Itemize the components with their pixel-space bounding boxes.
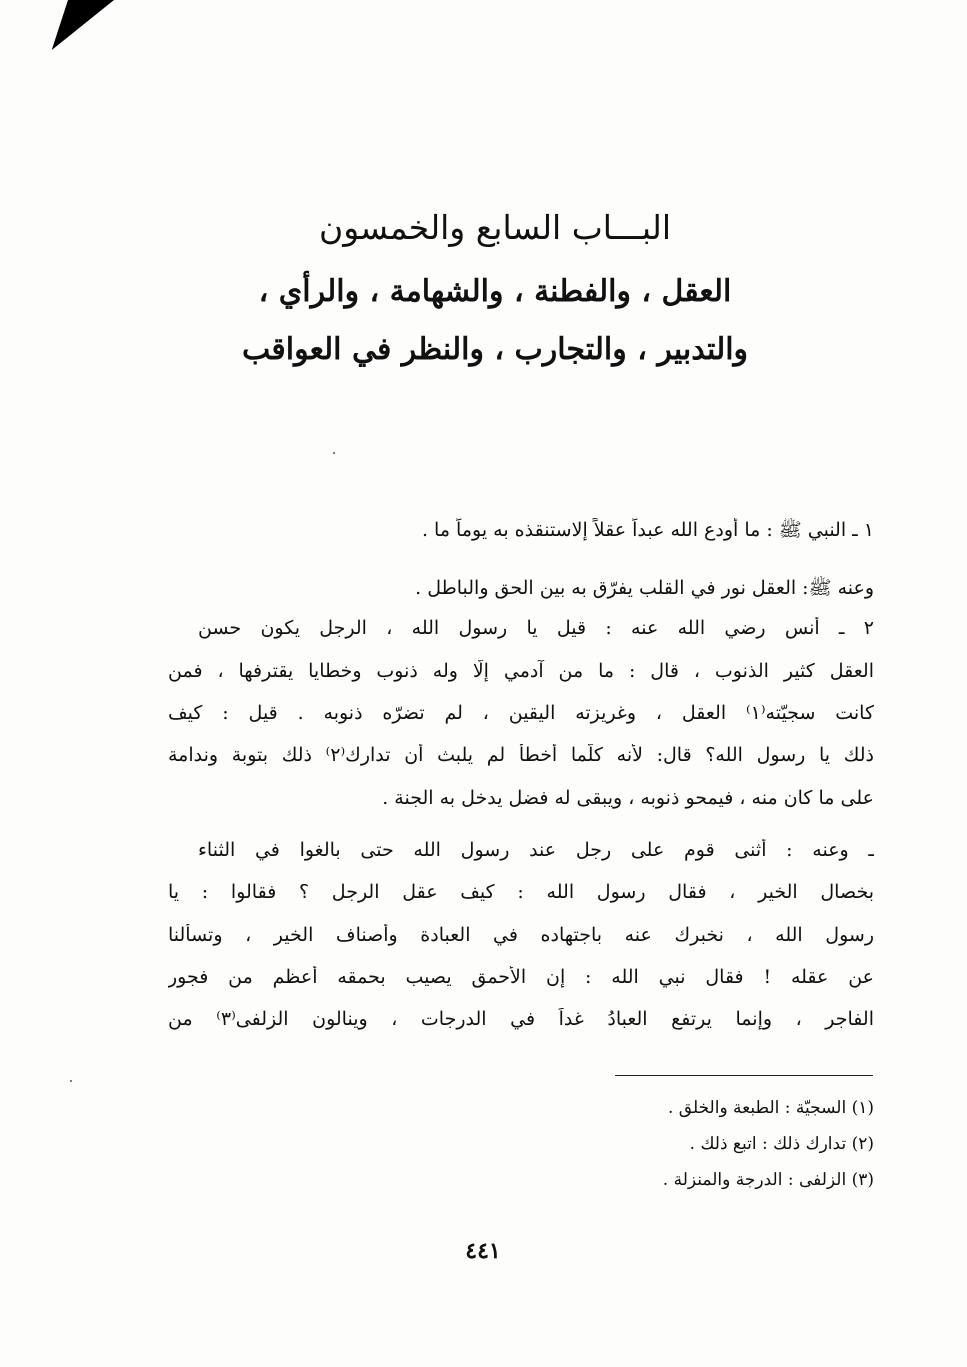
print-speck (333, 452, 335, 454)
body-line: ذلك يا رسول الله؟ قال: لأنه كلّما أخطأ لم يلبث أن تدارك⁽٢⁾ ذلك بتوبة وندامة (168, 744, 874, 766)
body-line: العقل كثير الذنوب ، قال : ما من آدمي إلّا وله ذنوب وخطايا يقترفها ، فمن (168, 660, 874, 682)
body-line: بخصال الخير ، فقال رسول الله : كيف عقل الرجل ؟ فقالوا : يا (168, 881, 874, 903)
footnote: (٣) الزلفى : الدرجة والمنزلة . (662, 1170, 874, 1190)
chapter-title: البـــاب السابع والخمسون (318, 208, 671, 247)
body-line: عن عقله ! فقال نبي الله : إن الأحمق يصيب بحمقه أعظم من فجور (168, 966, 874, 988)
footnote: (١) السجيّة : الطبعة والخلق . (667, 1098, 874, 1118)
body-line: رسول الله ، نخبرك عنه باجتهاده في العبادة وأصناف الخير ، وتسألنا (168, 924, 874, 946)
body-line: وعنه ﷺ: العقل نور في القلب يفرّق به بين الحق والباطل . (415, 577, 874, 599)
footnote: (٢) تدارك ذلك : اتبع ذلك . (689, 1134, 874, 1154)
body-line: كانت سجيّته⁽١⁾ العقل ، وغريزته اليقين ، لم تضرّه ذنوبه . قيل : كيف (168, 702, 874, 724)
page-number: ٤٤١ (465, 1238, 501, 1264)
body-line: ٢ ـ أنس رضي الله عنه : قيل يا رسول الله ، الرجل يكون حسن (198, 617, 874, 639)
chapter-subtitle-line-2: والتدبير ، والتجارب ، والنظر في العواقب (241, 332, 749, 367)
body-line: ١ ـ النبي ﷺ : ما أودع الله عبداً عقلاً إلاستنقذه به يوماً ما . (421, 519, 874, 541)
body-line: الفاجر ، وإنما يرتفع العبادُ غداً في الدرجات ، وينالون الزلفى⁽٣⁾ من (168, 1008, 874, 1030)
print-speck (70, 1080, 72, 1082)
corner-mark (52, 0, 114, 50)
footnote-separator (615, 1075, 873, 1076)
body-line: ـ وعنه : أثنى قوم على رجل عند رسول الله حتى بالغوا في الثناء (198, 839, 874, 861)
chapter-subtitle-line-1: العقل ، والفطنة ، والشهامة ، والرأي ، (258, 274, 732, 309)
body-line: على ما كان منه ، فيمحو ذنوبه ، ويبقى له فضل يدخل به الجنة . (382, 787, 874, 809)
